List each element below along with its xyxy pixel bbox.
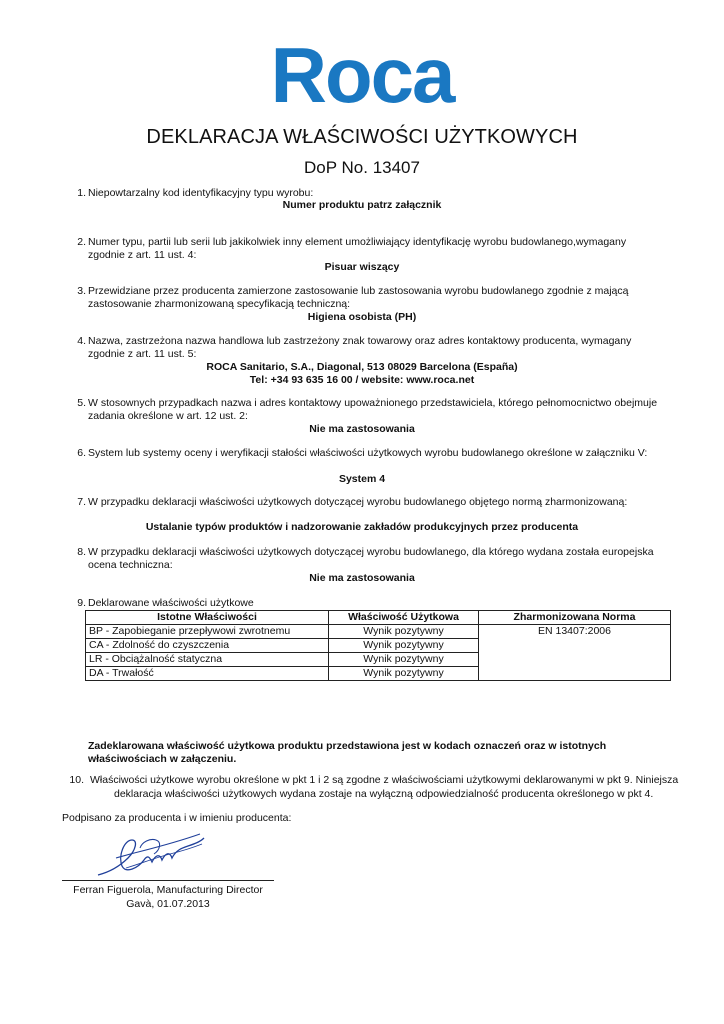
item-text: Przewidziane przez producenta zamierzone zastosowanie lub zastosowania wyrobu budowlanego zgodnie z mającą zastosowanie zharmonizowaną specyfikacją techniczną: (88, 285, 629, 310)
performance-cell: Wynik pozytywny (329, 625, 479, 639)
item-number: 5. (77, 397, 86, 409)
signing-place-date: Gavà, 01.07.2013 (126, 898, 210, 910)
item-2-answer: Pisuar wiszący (324, 261, 400, 273)
item-number: 6. (77, 447, 86, 459)
declared-performance-note: Zadeklarowana właściwość użytkowa produktu przedstawiona jest w kodach oznaczeń oraz w istotnych właściwościach w załączeniu. (88, 740, 607, 765)
signed-on-behalf-text: Podpisano za producenta i w imieniu producenta: (62, 812, 292, 824)
performance-cell: Wynik pozytywny (329, 653, 479, 667)
item-8-answer: Nie ma zastosowania (309, 572, 415, 584)
item-4-answer: ROCA Sanitario, S.A., Diagonal, 513 08029 Barcelona (España) (206, 361, 518, 373)
item-text: Niepowtarzalny kod identyfikacyjny typu wyrobu: (88, 187, 314, 199)
property-cell: LR - Obciążalność statyczna (86, 653, 329, 667)
declared-performance-table (85, 610, 671, 681)
item-number: 10. (69, 774, 84, 786)
table-row (86, 625, 671, 639)
signature-line (62, 880, 274, 881)
item-text: Deklarowane właściwości użytkowe (88, 597, 254, 609)
item-text: Numer typu, partii lub serii lub jakikolwiek inny element umożliwiający identyfikację wyrobu budowlanego,wymagany zgodnie z art. 11 ust. 4: (88, 236, 627, 261)
item-5-answer: Nie ma zastosowania (309, 423, 415, 435)
item-text: System lub systemy oceny i weryfikacji stałości właściwości użytkowych wyrobu budowlanego określone w załączniku V: (88, 447, 648, 459)
item-number: 3. (77, 285, 86, 297)
item-text: W przypadku deklaracji właściwości użytkowych dotyczącej wyrobu budowlanego objętego normą zharmonizowaną: (88, 496, 628, 508)
signer-name: Ferran Figuerola, Manufacturing Director (73, 884, 263, 896)
item-7-answer: Ustalanie typów produktów i nadzorowanie zakładów produkcyjnych przez producenta (145, 521, 579, 533)
item-text: W stosownych przypadkach nazwa i adres kontaktowy upoważnionego przedstawiciela, którego pełnomocnictwo obejmuje zadania określone w art. 12 ust. 2: (88, 397, 658, 422)
item-number: 1. (77, 187, 86, 199)
table-header-row (86, 611, 671, 625)
item-number: 9. (77, 597, 86, 609)
handwritten-signature (96, 828, 206, 880)
roca-logo (263, 36, 461, 116)
item-number: 7. (77, 496, 86, 508)
svg-text:Roca: Roca (270, 36, 454, 116)
performance-cell: Wynik pozytywny (329, 639, 479, 653)
column-header: Zharmonizowana Norma (479, 611, 671, 625)
column-header: Istotne Właściwości (86, 611, 329, 625)
item-number: 8. (77, 546, 86, 558)
item-number: 4. (77, 335, 86, 347)
property-cell: CA - Zdolność do czyszczenia (86, 639, 329, 653)
item-3-answer: Higiena osobista (PH) (307, 311, 417, 323)
roca-logo-icon (263, 36, 461, 116)
item-text-line-2: deklaracja właściwości użytkowych wydana zostaje na wyłączną odpowiedzialność producenta określonego w pkt 4. (114, 788, 654, 800)
item-4-contact: Tel: +34 93 635 16 00 / website: www.roca.net (249, 374, 475, 386)
item-1-answer: Numer produktu patrz załącznik (282, 199, 442, 211)
item-text-line-1: Właściwości użytkowe wyrobu określone w pkt 1 i 2 są zgodne z właściwościami użytkowymi deklarowanymi w pkt 9. Niniejsza (90, 774, 679, 786)
property-cell: DA - Trwałość (86, 667, 329, 681)
norm-cell: EN 13407:2006 (479, 625, 671, 681)
item-6-answer: System 4 (338, 473, 386, 485)
item-text: W przypadku deklaracji właściwości użytkowych dotyczącej wyrobu budowlanego, dla którego wydana została europejska ocena techniczna: (88, 546, 654, 571)
item-number: 2. (77, 236, 86, 248)
dop-number: DoP No. 13407 (304, 158, 420, 177)
document-title: DEKLARACJA WŁAŚCIWOŚCI UŻYTKOWYCH (146, 126, 578, 148)
column-header: Właściwość Użytkowa (329, 611, 479, 625)
performance-cell: Wynik pozytywny (329, 667, 479, 681)
property-cell: BP - Zapobieganie przepływowi zwrotnemu (86, 625, 329, 639)
item-text: Nazwa, zastrzeżona nazwa handlowa lub zastrzeżony znak towarowy oraz adres kontaktowy producenta, wymagany zgodnie z art. 11 ust. 5: (88, 335, 632, 360)
